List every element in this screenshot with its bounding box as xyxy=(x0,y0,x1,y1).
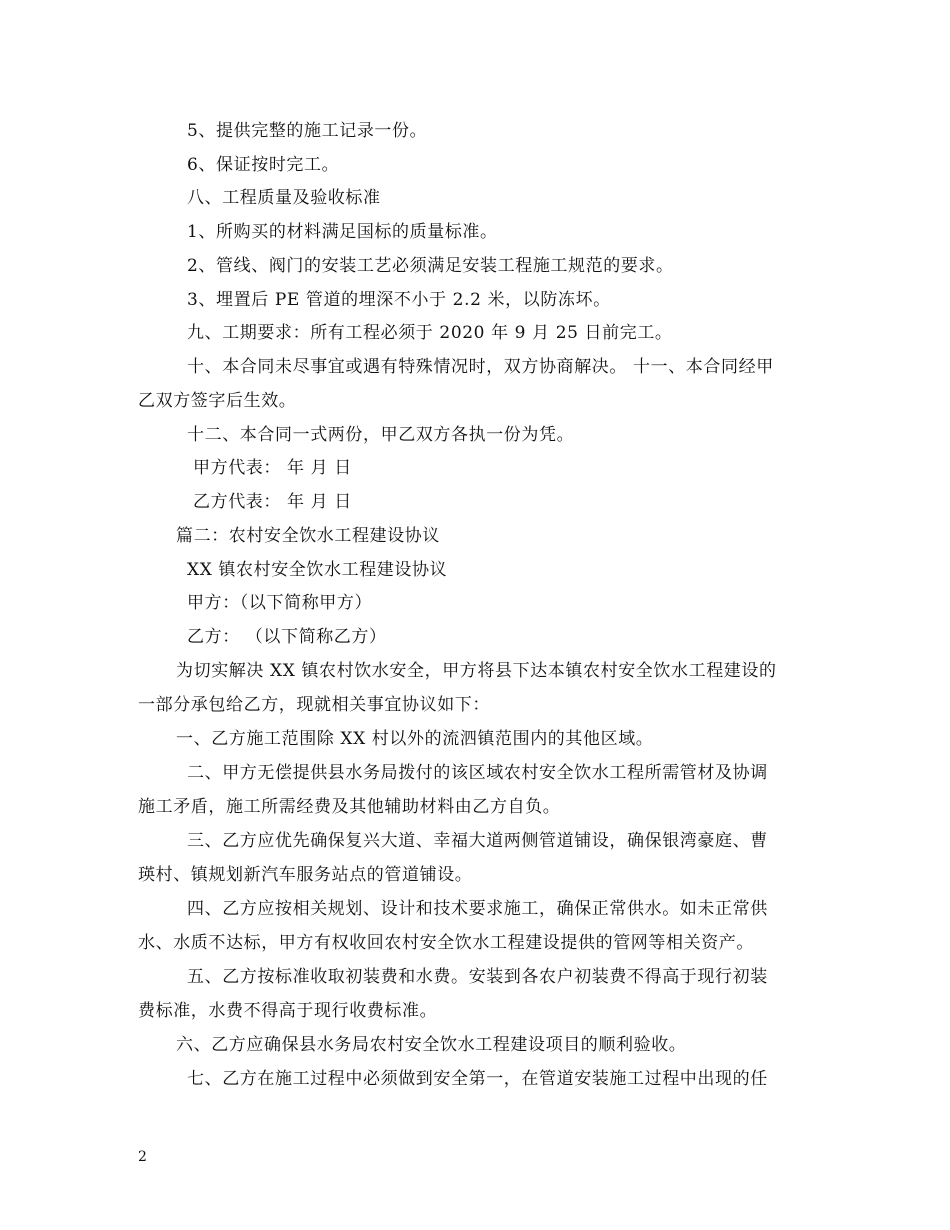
section-heading: 八、工程质量及验收标准 xyxy=(187,188,381,208)
page-number: 2 xyxy=(138,1149,147,1165)
signature-line: 乙方代表： 年 月 日 xyxy=(193,492,352,512)
text-line: 十二、本合同一式两份，甲乙双方各执一份为凭。 xyxy=(187,425,575,445)
text-line: 瑛村、镇规划新汽车服务站点的管道铺设。 xyxy=(138,865,473,885)
text-line: 一、乙方施工范围除 XX 村以外的流泗镇范围内的其他区域。 xyxy=(176,729,654,749)
document-title: XX 镇农村安全饮水工程建设协议 xyxy=(187,560,448,580)
text-line: 乙双方签字后生效。 xyxy=(138,391,297,411)
text-line: 七、乙方在施工过程中必须做到安全第一，在管道安装施工过程中出现的任 xyxy=(187,1069,768,1089)
text-line: 九、工期要求：所有工程必须于 2020 年 9 月 25 日前完工。 xyxy=(187,323,673,343)
text-line: 一部分承包给乙方，现就相关事宜协议如下： xyxy=(138,695,490,715)
text-line: 五、乙方按标准收取初装费和水费。安装到各农户初装费不得高于现行初装 xyxy=(187,967,768,987)
text-line: 费标准，水费不得高于现行收费标准。 xyxy=(138,1001,438,1021)
text-line: 二、甲方无偿提供县水务局拨付的该区域农村安全饮水工程所需管材及协调 xyxy=(187,763,768,783)
text-line: 2、管线、阀门的安装工艺必须满足安装工程施工规范的要求。 xyxy=(187,256,674,276)
text-line: 十、本合同未尽事宜或遇有特殊情况时，双方协商解决。 十一、本合同经甲 xyxy=(187,357,774,377)
text-line: 5、提供完整的施工记录一份。 xyxy=(187,121,428,141)
signature-line: 甲方代表： 年 月 日 xyxy=(193,458,352,478)
text-line: 六、乙方应确保县水务局农村安全饮水工程建设项目的顺利验收。 xyxy=(176,1035,687,1055)
text-line: 三、乙方应优先确保复兴大道、幸福大道两侧管道铺设，确保银湾豪庭、曹 xyxy=(187,831,768,851)
text-line: 施工矛盾，施工所需经费及其他辅助材料由乙方自负。 xyxy=(138,797,561,817)
text-line: 1、所购买的材料满足国标的质量标准。 xyxy=(187,222,498,242)
text-line: 四、乙方应按相关规划、设计和技术要求施工，确保正常供水。如未正常供 xyxy=(187,899,768,919)
text-line: 乙方： （以下简称乙方） xyxy=(187,627,387,647)
text-line: 甲方：（以下简称甲方） xyxy=(187,593,373,613)
text-line: 为切实解决 XX 镇农村饮水安全，甲方将县下达本镇农村安全饮水工程建设的 xyxy=(176,661,777,681)
text-line: 水、水质不达标，甲方有权收回农村安全饮水工程建设提供的管网等相关资产。 xyxy=(138,933,754,953)
text-line: 3、埋置后 PE 管道的埋深不小于 2.2 米，以防冻坏。 xyxy=(187,290,611,310)
text-line: 6、保证按时完工。 xyxy=(187,155,340,175)
section-heading: 篇二：农村安全饮水工程建设协议 xyxy=(176,526,440,546)
